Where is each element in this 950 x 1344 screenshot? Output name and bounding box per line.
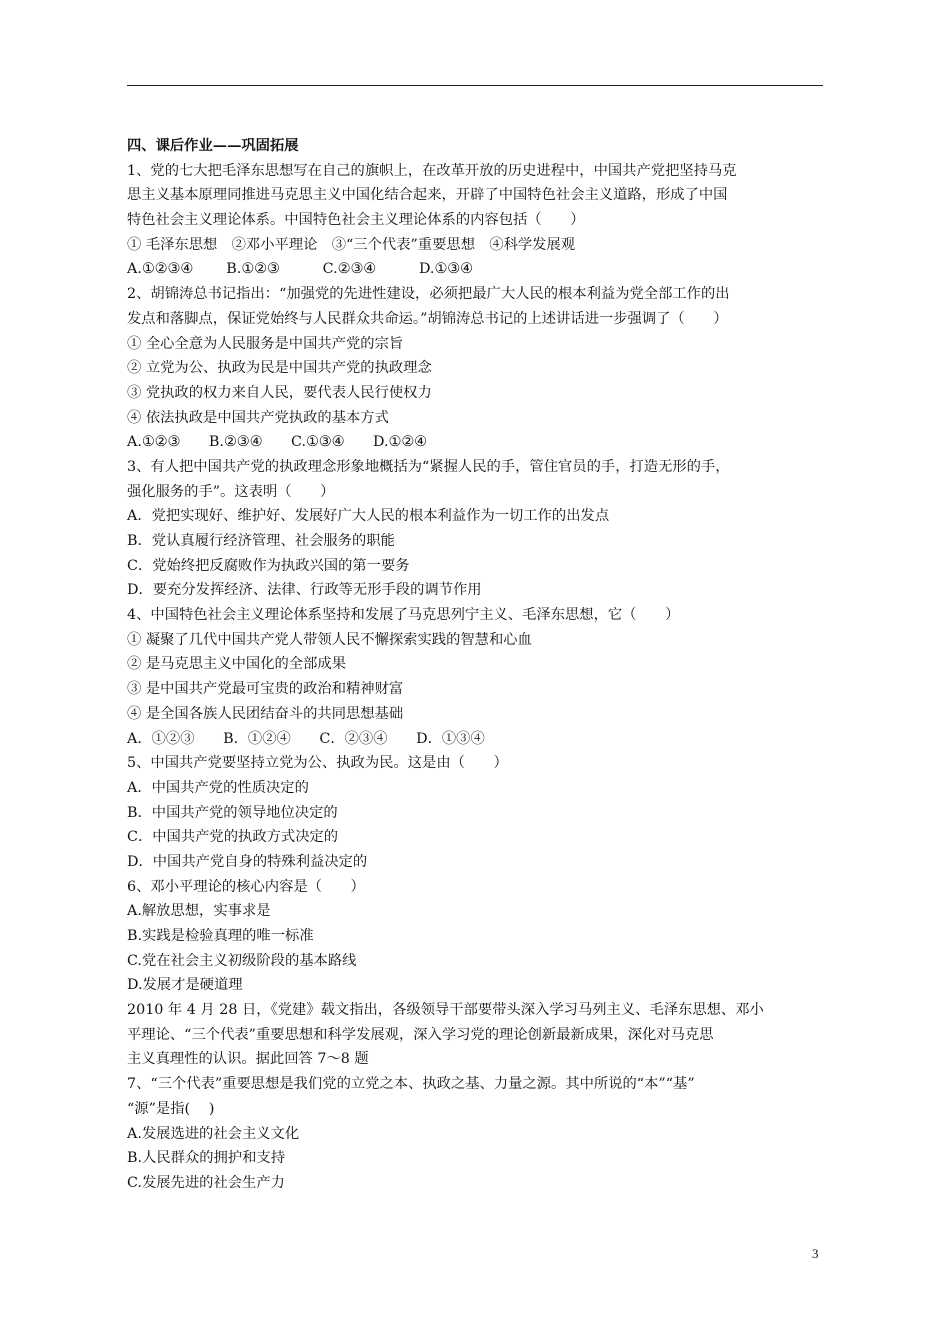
text-line: B.人民群众的拥护和支持 xyxy=(127,1150,286,1167)
text-line: 思主义基本原理同推进马克思主义中国化结合起来，开辟了中国特色社会主义道路，形成了中国 xyxy=(127,187,728,204)
text-line: 发点和落脚点，保证党始终与人民群众共命运。”胡锦涛总书记的上述讲话进一步强调了（ ） xyxy=(127,310,728,327)
text-line: 主义真理性的认识。据此回答 7～8 题 xyxy=(127,1051,369,1068)
text-line: A.①②③ B.②③④ C.①③④ D.①②④ xyxy=(127,434,427,451)
text-line: 5、中国共产党要坚持立党为公、执政为民。这是由（ ） xyxy=(127,755,508,772)
question-list xyxy=(127,159,827,1196)
text-line: 7、“三个代表”重要思想是我们党的立党之本、执政之基、力量之源。其中所说的“本”“基” xyxy=(127,1076,695,1093)
text-line: 4、中国特色社会主义理论体系坚持和发展了马克思列宁主义、毛泽东思想，它（ ） xyxy=(127,607,680,624)
page-number: 3 xyxy=(812,1246,819,1261)
text-line: C.党在社会主义初级阶段的基本路线 xyxy=(127,952,357,969)
text-line: ④ 依法执政是中国共产党执政的基本方式 xyxy=(127,409,389,426)
text-line: A.解放思想，实事求是 xyxy=(127,903,271,920)
text-line: ③ 是中国共产党最可宝贵的政治和精神财富 xyxy=(127,681,404,698)
text-line: B.实践是检验真理的唯一标准 xyxy=(127,928,314,944)
section-heading: 四、课后作业——巩固拓展 xyxy=(127,138,299,154)
text-line: A．中国共产党的性质决定的 xyxy=(127,779,309,796)
text-line: ② 立党为公、执政为民是中国共产党的执政理念 xyxy=(127,360,432,377)
text-line: A．①②③ B．①②④ C．②③④ D．①③④ xyxy=(127,730,485,747)
text-line: D．中国共产党自身的特殊利益决定的 xyxy=(127,853,368,870)
text-line: ① 凝聚了几代中国共产党人带领人民不懈探索实践的智慧和心血 xyxy=(127,631,532,648)
text-line: C．中国共产党的执政方式决定的 xyxy=(127,829,339,846)
text-line: “源”是指( ) xyxy=(127,1100,215,1117)
text-line: 特色社会主义理论体系。中国特色社会主义理论体系的内容包括（ ） xyxy=(127,212,585,229)
header-rule xyxy=(127,85,823,86)
text-line: ① 毛泽东思想 ②邓小平理论 ③“三个代表”重要思想 ④科学发展观 xyxy=(127,236,576,253)
text-line: 6、邓小平理论的核心内容是（ ） xyxy=(127,878,365,895)
text-line: 2010 年 4 月 28 日，《党建》载文指出，各级领导干部要带头深入学习马列主义、毛泽东思想、邓小 xyxy=(127,1002,764,1019)
text-line: B．党认真履行经济管理、社会服务的职能 xyxy=(127,533,395,549)
text-line: D.发展才是硬道理 xyxy=(127,977,243,994)
text-line: 1、党的七大把毛泽东思想写在自己的旗帜上，在改革开放的历史进程中，中国共产党把坚持马克 xyxy=(127,162,737,179)
text-line: A.发展选进的社会主义文化 xyxy=(127,1125,300,1142)
text-line: D．要充分发挥经济、法律、行政等无形手段的调节作用 xyxy=(127,582,482,599)
text-line: A．党把实现好、维护好、发展好广大人民的根本利益作为一切工作的出发点 xyxy=(127,508,610,525)
document-body xyxy=(127,134,827,1196)
text-line: 3、有人把中国共产党的执政理念形象地概括为“紧握人民的手，管住官员的手，打造无形的手， xyxy=(127,458,730,475)
text-line: ① 全心全意为人民服务是中国共产党的宗旨 xyxy=(127,335,404,352)
text-line: ③ 党执政的权力来自人民，要代表人民行使权力 xyxy=(127,384,432,401)
text-line: 平理论、“三个代表”重要思想和科学发展观，深入学习党的理论创新最新成果，深化对马克思 xyxy=(127,1026,714,1043)
text-line: B．中国共产党的领导地位决定的 xyxy=(127,804,338,821)
text-line: C.发展先进的社会生产力 xyxy=(127,1174,285,1191)
text-line: 2、胡锦涛总书记指出：“加强党的先进性建设，必须把最广大人民的根本利益为党全部工作的出 xyxy=(127,286,730,303)
text-line: 强化服务的手”。这表明（ ） xyxy=(127,483,335,500)
text-line: C．党始终把反腐败作为执政兴国的第一要务 xyxy=(127,557,410,574)
text-line: ④ 是全国各族人民团结奋斗的共同思想基础 xyxy=(127,705,404,722)
text-line: A.①②③④ B.①②③ C.②③④ D.①③④ xyxy=(127,261,473,278)
text-line: ② 是马克思主义中国化的全部成果 xyxy=(127,656,346,673)
